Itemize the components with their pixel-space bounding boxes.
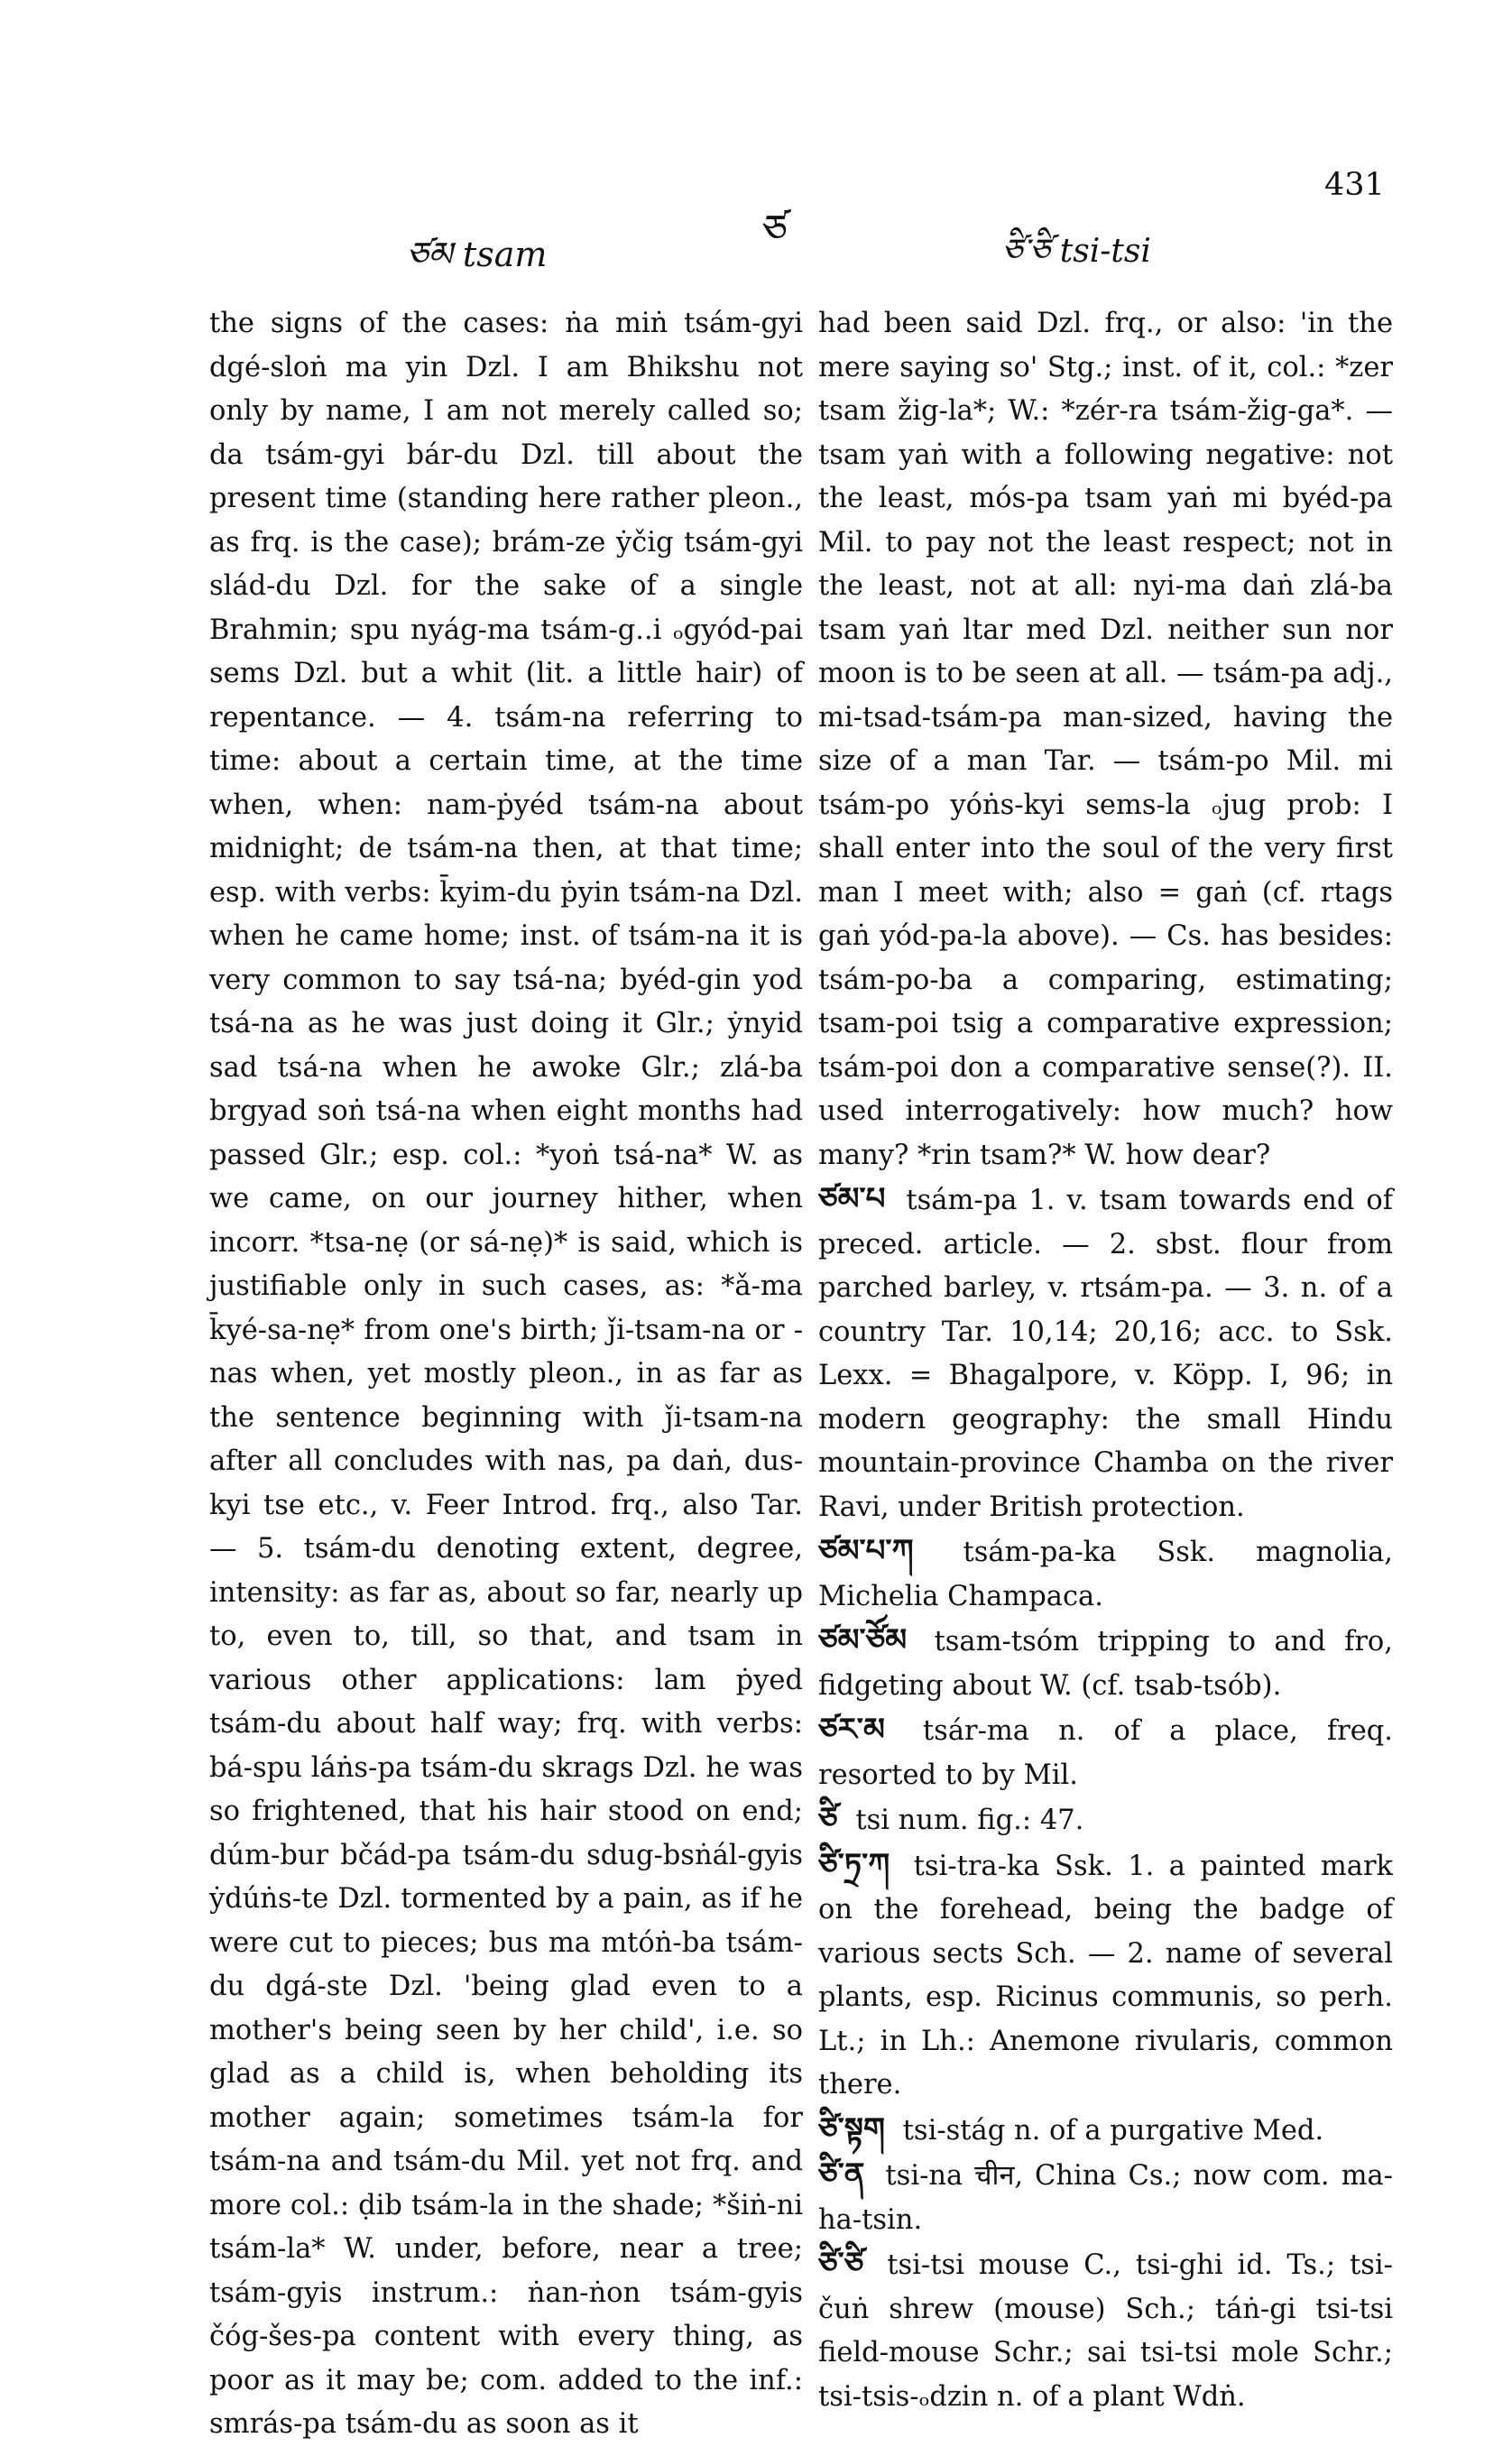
entry-text: tsár-ma n. of a place, freq. resorted to by Mil. xyxy=(818,1715,1393,1791)
dictionary-entry xyxy=(818,1843,1393,2108)
entry-headword: ཙི་སྟག xyxy=(818,2110,885,2147)
entry-headword: ཙར་མ xyxy=(818,1712,885,1748)
dictionary-entry xyxy=(818,1708,1393,1797)
entry-headword: ཙི་ཙི xyxy=(818,2246,864,2282)
entry-text: tsi num. fig.: 47. xyxy=(855,1805,1084,1836)
dictionary-entry xyxy=(818,1177,1393,1529)
dictionary-entry xyxy=(818,2242,1393,2419)
entry-headword: ཙི་ཏྲ་ཀ xyxy=(818,1846,890,1883)
page-number: 431 xyxy=(1324,167,1385,203)
left-column-text: the signs of the cases: ṅa miṅ tsám-gyi dgé-sloṅ ma yin Dzl. I am Bhikshu not only by name, I am not merely called so; da tsám-gyi bár-du Dzl. till about the present time (standing here rather pleon., as frq. is the case); brám-ze ẏčig tsám-gyi slád-du Dzl. for the sake of a single Brahmin; spu nyág-ma tsám-g..i ₒgyód-pai sems Dzl. but a whit (lit. a little hair) of repentance. — 4. tsám-na referring to time: about a certain time, at the time when, when: nam-ṗyéd tsám-na about midnight; de tsám-na then, at that time; esp. with verbs: k̄yim-du ṗyin tsám-na Dzl. when he came home; inst. of tsám-na it is very common to say tsá-na; byéd-gin yod tsá-na as he was just doing it Glr.; ẏnyid sad tsá-na when he awoke Glr.; zlá-ba brgyad soṅ tsá-na when eight months had passed Glr.; esp. col.: *yoṅ tsá-na* W. as we came, on our journey hither, when incorr. *tsa-nẹ (or sá-nẹ)* is said, which is justifiable only in such cases, as: *ǎ-ma k̄yé-sa-nẹ* from one's birth; ǰi-tsam-na or -nas when, yet mostly pleon., in as far as the sentence beginning with ǰi-tsam-na after all concludes with nas, pa daṅ, dus-kyi tse etc., v. Feer Introd. frq., also Tar. — 5. tsám-du denoting extent, degree, intensity: as far as, about so far, nearly up to, even to, till, so that, and tsam in various other applications: lam ṗyed tsám-du about half way; frq. with verbs: bá-spu láṅs-pa tsám-du skrags Dzl. he was so frightened, that his hair stood on end; dúm-bur bčád-pa tsám-du sdug-bsṅál-gyis ẏdúṅs-te Dzl. tormented by a pain, as if he were cut to pieces; bus ma mtóṅ-ba tsám-du dgá-ste Dzl. 'being glad even to a mother's being seen by her child', i.e. so glad as a child is, when beholding its mother again; sometimes tsám-la for tsám-na and tsám-du Mil. yet not frq. and more col.: ḍib tsám-la in the shade; *šiṅ-ni tsám-la* W. under, before, near a tree; tsám-gyis instrum.: ṅan-ṅon tsám-gyis čóg-šes-pa content with every thing, as poor as it may be; com. added to the inf.: smrás-pa tsám-du as soon as it xyxy=(209,308,803,2440)
entry-text: tsam-tsóm tripping to and fro, fidgeting about W. (cf. tsab-tsób). xyxy=(818,1626,1393,1702)
dictionary-entry xyxy=(818,1797,1393,1843)
section-letter: ཙ xyxy=(762,207,788,253)
dictionary-entry xyxy=(818,1619,1393,1708)
dictionary-entry xyxy=(818,1529,1393,1619)
left-running-head: ཙམ tsam xyxy=(406,235,548,274)
entry-text: tsi-na चीन, China Cs.; now com. ma-ha-tsin. xyxy=(818,2160,1393,2236)
entry-text: tsi-tra-ka Ssk. 1. a painted mark on the forehead, being the badge of various sects Sch. — 2. name of several plants, esp. Ricinus communis, so perh. Lt.; in Lh.: Anemone rivularis, common there. xyxy=(818,1850,1393,2101)
entry-text: tsi-tsi mouse C., tsi-ghi id. Ts.; tsi-čuṅ shrew (mouse) Sch.; táṅ-gi tsi-tsi field-mouse Schr.; sai tsi-tsi mole Schr.; tsi-tsis-ₒdzin n. of a plant Wdṅ. xyxy=(818,2249,1393,2413)
right-column-intro: had been said Dzl. frq., or also: 'in the mere saying so' Stg.; inst. of it, col.: *zer tsam žig-la*; W.: *zér-ra tsám-žig-ga*. — tsam yaṅ with a following negative: not the least, mós-pa tsam yaṅ mi byéd-pa Mil. to pay not the least respect; not in the least, not at all: nyi-ma daṅ zlá-ba tsam yaṅ ltar med Dzl. neither sun nor moon is to be seen at all. — tsám-pa adj., mi-tsad-tsám-pa man-sized, having the size of a man Tar. — tsám-po Mil. mi tsám-po yóṅs-kyi sems-la ₒjug prob: I shall enter into the soul of the very first man I meet with; also = gaṅ (cf. rtags gaṅ yód-pa-la above). — Cs. has besides: tsám-po-ba a comparing, estimating; tsam-poi tsig a comparative expression; tsám-poi don a comparative sense(?). II. used interrogatively: how much? how many? *rin tsam?* W. how dear? xyxy=(818,308,1393,1171)
entry-headword: ཙམ་ཙོམ xyxy=(818,1622,908,1658)
entry-headword: ཙམ་པ་ཀ xyxy=(818,1533,914,1569)
dictionary-entry xyxy=(818,2108,1393,2154)
left-column xyxy=(209,302,803,2447)
entry-headword: ཙི་ན xyxy=(818,2156,865,2193)
right-running-head: ཙི་ཙི tsi-tsi xyxy=(1001,233,1151,270)
entry-text: tsám-pa-ka Ssk. magnolia, Michelia Champaca. xyxy=(818,1537,1394,1612)
entry-text: tsi-stág n. of a purgative Med. xyxy=(902,2114,1324,2147)
page-header xyxy=(0,167,1512,274)
entry-headword: ཙམ་པ xyxy=(818,1181,886,1217)
right-column xyxy=(818,302,1393,2419)
entry-text: tsám-pa 1. v. tsam towards end of preced. article. — 2. sbst. flour from parched barley, v. rtsám-pa. — 3. n. of a country Tar. 10,14; 20,16; acc. to Ssk. Lexx. = Bhagalpore, v. Köpp. I, 96; in modern geography: the small Hindu mountain-province Chamba on the river Ravi, under British protection. xyxy=(818,1185,1394,1523)
entry-headword: ཙི xyxy=(818,1801,838,1837)
dictionary-entry xyxy=(818,2153,1393,2242)
